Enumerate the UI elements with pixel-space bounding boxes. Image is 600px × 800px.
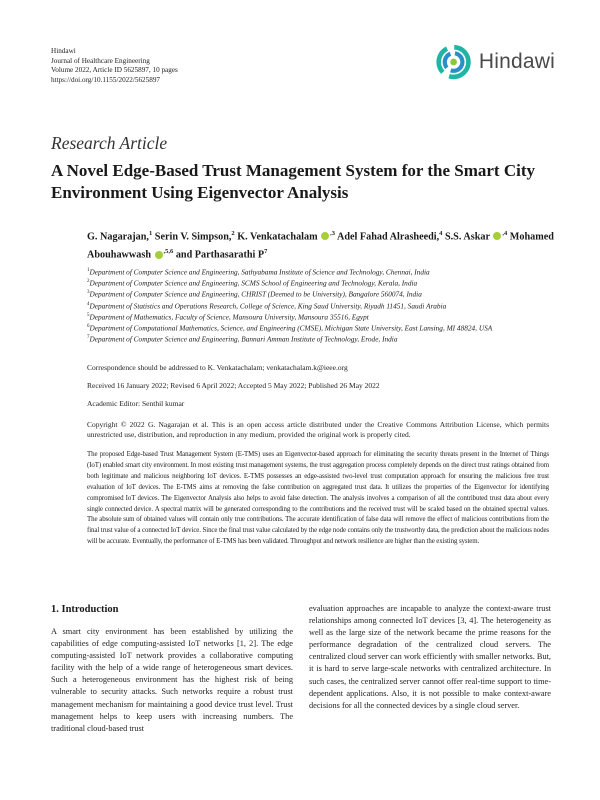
orcid-icon[interactable] [155, 251, 163, 259]
body-column-right: evaluation approaches are incapable to analyze the context-aware trust relationships among connected IoT devices [3, 4]. The heterogeneity as well as the large size of the network became the prime reasons for the performance degradation of the centralized cloud servers. The centralized cloud server can work efficiently with smaller networks. But, it is hard to serve large-scale networks with centralized architecture. In such cases, the centralized server cannot offer real-time support to time-dependent applications. Also, it is not possible to make context-aware decisions for all the connected devices by a single cloud server. [309, 604, 551, 710]
logo-text: Hindawi [478, 50, 555, 73]
affiliation-text: Department of Computational Mathematics, Science, and Engineering (CMSE), Michigan State University, East Lansing, MI 48824, USA [89, 323, 493, 333]
affiliation-mark: 4 [87, 301, 90, 307]
author-affiliation-mark: 7 [264, 248, 268, 256]
volume-info: Volume 2022, Article ID 5625897, 10 pages [51, 66, 178, 75]
body-column-left: A smart city environment has been established by utilizing the capabilities of edge computing-assisted IoT networks [1, 2]. The edge computing-assisted IoT network provides a collaborative computing facility with the help of a wide range of heterogeneous smart devices. Such a heterogeneous environment has the highest risk of being vulnerable to security attacks. Such networks require a robust trust management mechanism for maintaining a good device trust level. Trust management helps to keep users with increasing numbers. The traditional cloud-based trust [51, 627, 293, 733]
affiliation-text: Department of Computer Science and Engineering, CHRIST (Deemed to be University), Bangalore 560074, India [89, 289, 422, 299]
affiliation-item [87, 266, 562, 277]
orcid-icon[interactable] [493, 232, 501, 240]
affiliation-item [87, 277, 562, 288]
affiliation-text: Department of Mathematics, Faculty of Science, Mansoura University, Mansoura 35516, Egypt [89, 312, 369, 322]
affiliation-item [87, 333, 562, 344]
article-type: Research Article [51, 133, 168, 153]
journal-name: Journal of Healthcare Engineering [51, 56, 150, 65]
article-title: A Novel Edge-Based Trust Management System for the Smart City Environment Using Eigenvector Analysis [51, 161, 535, 202]
affiliation-text: Department of Computer Science and Engineering, SCMS School of Engineering and Technology, Kerala, India [89, 278, 418, 288]
author-name: Mohamed Abouhawwash [87, 231, 554, 261]
affiliation-item [87, 322, 562, 333]
author-name: Adel Fahad Alrasheedi, [337, 231, 440, 243]
author-affiliation-mark: 4 [439, 230, 443, 237]
author-name: S.S. Askar [444, 231, 490, 243]
affiliations [87, 266, 562, 345]
publisher-name: Hindawi [51, 47, 76, 55]
doi-link[interactable]: https://doi.org/10.1155/2022/5625897 [51, 75, 161, 84]
correspondence: Correspondence should be addressed to K. Venkatachalam; venkatachalam.k@ieee.org [87, 363, 348, 372]
author-affiliation-mark: 1 [148, 230, 153, 237]
copyright-notice: Copyright © 2022 G. Nagarajan et al. This is an open access article distributed under the Creative Commons Attribution License, which permits unrestricted use, distribution, and reproduction in any medium, provided the original work is properly cited. [87, 420, 549, 440]
affiliation-mark: 3 [87, 290, 90, 296]
affiliation-mark: 2 [87, 279, 90, 285]
affiliation-text: Department of Statistics and Operations Research, College of Science, King Saud University, Riyadh 11451, Saudi Arabia [89, 301, 447, 311]
section-heading-introduction: 1. Introduction [51, 604, 119, 615]
affiliation-item [87, 288, 562, 299]
author-affiliation-mark: 2 [231, 230, 235, 237]
affiliation-mark: 6 [87, 324, 90, 330]
affiliation-mark: 7 [87, 335, 90, 341]
author-name: G. Nagarajan, [87, 231, 149, 243]
author-affiliation-mark: ,4 [502, 230, 508, 237]
author-name: K. Venkatachalam [237, 231, 318, 243]
publication-dates: Received 16 January 2022; Revised 6 April 2022; Accepted 5 May 2022; Published 26 May 2022 [87, 381, 380, 390]
affiliation-mark: 1 [87, 268, 90, 273]
orcid-icon[interactable] [321, 232, 329, 240]
abstract: The proposed Edge-based Trust Management System (E-TMS) uses an Eigenvector-based approach for eliminating the security threats present in the Internet of Things (IoT) enabled smart city environment. In most existing trust management systems, the trust aggregation process completely depends on the direct trust ratings obtained from both legitimate and malicious neighboring IoT devices. E-TMS possesses an edge-assisted two-level trust computation approach for ensuring the malicious free trust evaluation of IoT devices. The E-TMS aims at removing the false contribution on aggregated trust data. It utilizes the properties of the Eigenvector for identifying compromised IoT devices. The Eigenvector Analysis also helps to avoid false detection. The analysis involves a comparison of all the contributed trust data about every single connected device. A spectral matrix will be generated corresponding to the contributions and the received trust will be scaled based on the obtained spectral values. The absolute sum of obtained values will contain only true contributions. The accurate identification of false data will remove the effect of malicious contributions from the final trust value of a connected IoT device. Since the final trust value calculated by the edge node contains only the trustworthy data, the prediction about the malicious nodes will be accurate. Eventually, the performance of E-TMS has been validated. Throughput and network resilience are higher than the existing system. [87, 451, 549, 546]
journal-info [51, 47, 178, 85]
author-affiliation-mark: ,5,6 [163, 248, 174, 256]
author-affiliation-mark: ,3 [330, 230, 336, 237]
affiliation-item [87, 311, 562, 322]
affiliation-item [87, 300, 562, 311]
author-name: and Parthasarathi P [175, 249, 265, 261]
affiliation-mark: 5 [87, 312, 90, 318]
hindawi-logo-icon [435, 42, 476, 82]
author-list [87, 226, 567, 263]
affiliation-text: Department of Computer Science and Engineering, Sathyabama Institute of Science and Technology, Chennai, India [89, 267, 430, 277]
affiliation-text: Department of Computer Science and Engineering, Bannari Amman Institute of Technology, Erode, India [89, 334, 398, 344]
hindawi-logo [435, 42, 555, 82]
author-name: Serin V. Simpson, [154, 231, 232, 243]
academic-editor: Academic Editor: Senthil kumar [87, 399, 185, 408]
